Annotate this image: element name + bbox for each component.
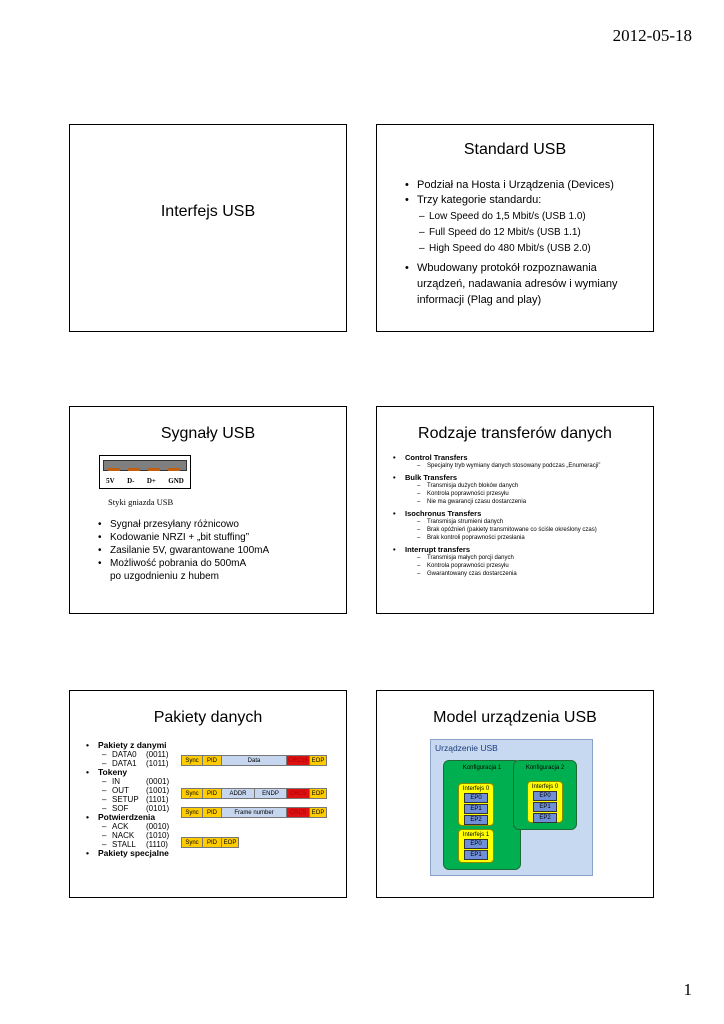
- sub-list: [417, 462, 648, 470]
- packet-field: Sync: [181, 788, 203, 799]
- transfer-list: [393, 453, 648, 578]
- pin-label: D-: [127, 477, 135, 485]
- packet-type-list: [86, 741, 196, 858]
- packet-field: PID: [202, 837, 222, 848]
- usb-socket-diagram: [99, 455, 191, 489]
- pid-code: (0101): [146, 804, 170, 813]
- pin-d-minus-icon: [128, 468, 140, 471]
- page-date: 2012-05-18: [612, 26, 692, 45]
- packet-field: CRC5: [286, 788, 310, 799]
- slide-title: Sygnały USB: [160, 425, 256, 442]
- packet-field: ADDR: [221, 788, 255, 799]
- endpoint-box: EP0: [464, 839, 488, 849]
- endpoint-box: EP2: [533, 813, 557, 823]
- config-1-box: [443, 760, 521, 870]
- list-item: – Transmisja małych porcji danych: [417, 554, 648, 562]
- list-item: • Zasilanie 5V, gwarantowane 100mA: [98, 544, 343, 557]
- packet-field: EOP: [221, 837, 239, 848]
- interface-label: Interfejs 1: [462, 832, 490, 838]
- pid-code: (1001): [146, 786, 170, 795]
- list-item: [102, 777, 196, 786]
- group-name: Tokeny: [98, 767, 128, 777]
- config-2-box: [513, 760, 577, 830]
- packet-field: ENDP: [254, 788, 287, 799]
- group-name: Control Transfers: [405, 453, 468, 462]
- pin-label: 5V: [106, 477, 115, 485]
- pid-name: STALL: [112, 840, 136, 849]
- list-item: • Wbudowany protokół rozpoznawania urządzeń, nadawania adresów i wymiany informacji (Plag and play): [405, 260, 645, 308]
- sub-list: [417, 554, 648, 578]
- socket-caption: Styki gniazda USB: [108, 497, 174, 507]
- list-item: – Brak opóźnień (pakiety transmitowane co ściśle określony czas): [417, 526, 648, 534]
- packet-field: EOP: [309, 755, 327, 766]
- pin-labels: [100, 477, 190, 485]
- slide-model-urzadzenia: [376, 690, 654, 898]
- list-item: [393, 473, 648, 506]
- list-item: [405, 193, 645, 257]
- endpoint-box: EP0: [533, 791, 557, 801]
- pid-name: DATA1: [112, 759, 137, 768]
- list-item: [86, 741, 196, 768]
- endpoint-box: EP0: [464, 793, 488, 803]
- config-label: Konfiguracja 2: [525, 765, 565, 771]
- pid-name: ACK: [112, 822, 129, 831]
- pid-code: (1101): [146, 795, 169, 804]
- pid-name: SETUP: [112, 795, 139, 804]
- list-item: [102, 822, 196, 831]
- pid-name: NACK: [112, 831, 135, 840]
- pid-name: DATA0: [112, 750, 137, 759]
- slide-title: Rodzaje transferów danych: [418, 425, 612, 442]
- device-label: Urządzenie USB: [435, 743, 498, 753]
- list-item: • Kodowanie NRZI + „bit stuffing”: [98, 531, 343, 544]
- pid-code: (0010): [146, 822, 170, 831]
- pid-code: (1110): [146, 840, 168, 849]
- pin-5v-icon: [108, 468, 120, 471]
- list-item-line: po uzgodnieniu z hubem: [110, 571, 219, 582]
- interface-0-box: [527, 781, 563, 823]
- usb-device-box: [430, 739, 593, 876]
- pin-label: GND: [168, 477, 184, 485]
- packet-field: CRC16: [286, 755, 310, 766]
- group-name: Isochronus Transfers: [405, 509, 482, 518]
- list-item-line: Możliwość pobrania do 500mA: [110, 558, 247, 569]
- sub-list: [417, 518, 648, 542]
- list-item: – Transmisja strumieni danych: [417, 518, 648, 526]
- bullet-list: [98, 518, 343, 583]
- list-item: [98, 557, 343, 583]
- slide-sygnaly-usb: [69, 406, 347, 614]
- group-name: Potwierdzenia: [98, 812, 156, 822]
- config-label: Konfiguracja 1: [462, 765, 502, 771]
- data-packet-diagram: [182, 755, 327, 766]
- slide-standard-usb: [376, 124, 654, 332]
- list-item: – Kontrola poprawności przesyłu: [417, 490, 648, 498]
- pid-code: (0001): [146, 777, 170, 786]
- pid-name: SOF: [112, 804, 129, 813]
- slide-title: Pakiety danych: [153, 709, 263, 726]
- slide-title: Standard USB: [463, 141, 567, 158]
- list-item: [86, 813, 196, 849]
- list-item: – Transmisja dużych bloków danych: [417, 482, 648, 490]
- handshake-packet-diagram: [182, 837, 239, 848]
- endpoint-box: EP1: [464, 850, 488, 860]
- slide-interfejs-usb: [69, 124, 347, 332]
- packet-field: Data: [221, 755, 287, 766]
- list-item: – Full Speed do 12 Mbit/s (USB 1.1): [419, 225, 645, 241]
- list-item: [393, 545, 648, 578]
- list-item: • Pakiety specjalne: [86, 849, 196, 858]
- list-item: – High Speed do 480 Mbit/s (USB 2.0): [419, 241, 645, 257]
- endpoint-box: EP2: [464, 815, 488, 825]
- packet-field: Sync: [181, 807, 203, 818]
- packet-field: PID: [202, 807, 222, 818]
- list-item: [86, 768, 196, 813]
- slide-pakiety-danych: [69, 690, 347, 898]
- group-name: Bulk Transfers: [405, 473, 458, 482]
- interface-0-box: [458, 783, 494, 826]
- interface-label: Interfejs 0: [531, 784, 559, 790]
- pid-name: OUT: [112, 786, 129, 795]
- packet-field: EOP: [309, 807, 327, 818]
- pin-label: D+: [146, 477, 156, 485]
- packet-field: CRC5: [286, 807, 310, 818]
- list-item: [393, 509, 648, 542]
- pid-code: (0011): [146, 750, 169, 759]
- group-name: Interrupt transfers: [405, 545, 471, 554]
- pid-name: IN: [112, 777, 120, 786]
- packet-field: Sync: [181, 755, 203, 766]
- pin-gnd-icon: [168, 468, 180, 471]
- slide-title: Model urządzenia USB: [433, 709, 597, 726]
- list-item: – Gwarantowany czas dostarczenia: [417, 570, 648, 578]
- list-item: – Specjalny tryb wymiany danych stosowany podczas „Enumeracji”: [417, 462, 648, 470]
- slide-title: Interfejs USB: [160, 203, 256, 220]
- list-item: – Nie ma gwarancji czasu dostarczenia: [417, 498, 648, 506]
- packet-field: Frame number: [221, 807, 287, 818]
- endpoint-box: EP1: [464, 804, 488, 814]
- list-item: – Kontrola poprawności przesyłu: [417, 562, 648, 570]
- bullet-list: [405, 178, 645, 308]
- pin-d-plus-icon: [148, 468, 160, 471]
- list-item: [393, 453, 648, 470]
- sub-list: [417, 482, 648, 506]
- list-item: • Sygnał przesyłany różnicowo: [98, 518, 343, 531]
- pid-code: (1011): [146, 759, 169, 768]
- endpoint-box: EP1: [533, 802, 557, 812]
- slide-rodzaje-transferow: [376, 406, 654, 614]
- list-item: – Low Speed do 1,5 Mbit/s (USB 1.0): [419, 209, 645, 225]
- sof-packet-diagram: [182, 807, 327, 818]
- packet-field: PID: [202, 788, 222, 799]
- interface-label: Interfejs 0: [462, 786, 490, 792]
- list-item: – Brak kontroli poprawności przesłania: [417, 534, 648, 542]
- sub-list: [419, 209, 645, 257]
- page-number: 1: [683, 980, 692, 999]
- token-packet-diagram: [182, 788, 327, 799]
- interface-1-box: [458, 829, 494, 863]
- pid-code: (1010): [146, 831, 170, 840]
- list-item-label: Trzy kategorie standardu:: [417, 194, 542, 206]
- group-name: Pakiety z danymi: [98, 740, 167, 750]
- packet-field: EOP: [309, 788, 327, 799]
- list-item: • Podział na Hosta i Urządzenia (Devices): [405, 178, 645, 193]
- packet-field: Sync: [181, 837, 203, 848]
- packet-field: PID: [202, 755, 222, 766]
